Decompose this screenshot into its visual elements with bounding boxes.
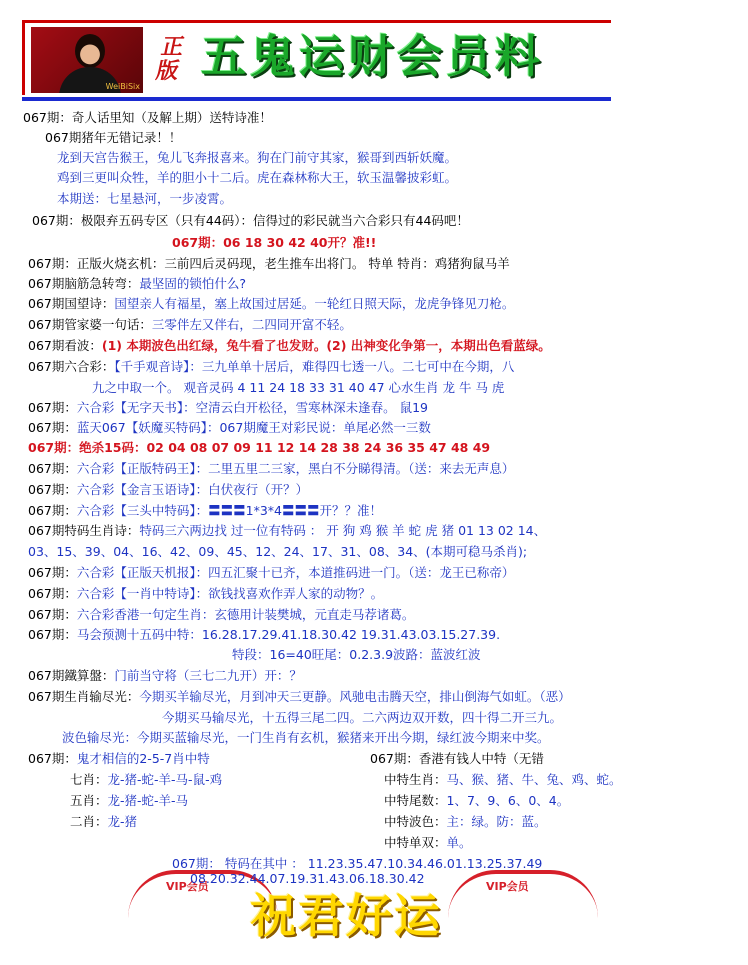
footer-code-line: 067期： 特码在其中 ： 11.23.35.47.10.34.46.01.13.25.37.49	[172, 856, 543, 871]
text-line: 龙到天宫告猴王，兔儿飞奔报喜来。狗在门前守其家，猴哥到西斩妖魔。	[57, 150, 458, 165]
genuine-badge: 正版	[153, 34, 187, 84]
left-block-row: 二肖：龙-猪	[70, 814, 138, 829]
right-block-row: 中特单双：单。	[384, 835, 472, 850]
text-line: 今期买马输尽光，十五得三尾二四。二六两边双开数，四十得二开三九。	[162, 710, 563, 725]
vip-stamp-right: VIP会员	[448, 870, 598, 918]
text-line: 067期：六合彩【三头中特码】：〓〓〓1*3*4〓〓〓开？？准！	[28, 503, 382, 518]
text-line: 067期：六合彩香港一句定生肖：玄德用计装樊城，元直走马荐诸葛。	[28, 607, 415, 622]
photo-watermark: WeiBiSix	[105, 82, 140, 91]
text-line: 067期特码生肖诗：特码三六两边找 过一位有特码 ： 开 狗 鸡 猴 羊 蛇 虎 猪 01 13 02 14、	[28, 523, 547, 538]
text-line: 067期鐵算盤：门前当守将（三七二九开）开：？	[28, 668, 302, 683]
text-line: 067期：六合彩【一肖中特诗】：欲钱找喜欢作弄人家的动物？。	[28, 586, 384, 601]
text-line: 波色输尽光：今期买蓝输尽光，一门生肖有玄机，猴猪来开出今期，绿红波今期来中奖。	[62, 730, 550, 745]
text-line: 067期：06 18 30 42 40开？准!!	[172, 235, 377, 250]
text-line: 特段：16=40旺尾：0.2.3.9波路：蓝波红波	[232, 647, 481, 662]
text-line: 鸡到三更叫众牲，羊的胆小十二后。虎在森林称大王，软玉温馨披彩虹。	[57, 170, 458, 185]
text-line: 067期脑筋急转弯：最坚固的锁怕什么?	[28, 276, 246, 291]
header-banner	[22, 20, 611, 95]
text-line: 067期：六合彩【正版特码王】：二里五里二三家，黑白不分睇得清。（送：来去无声息）	[28, 461, 515, 476]
text-line: 067期管家婆一句话：三零伴左又伴右，二四同开富不轻。	[28, 317, 352, 332]
text-line: 067期六合彩：【千手观音诗】：三九单单十居后，难得四七透一八。二七可中在今期，八	[28, 359, 515, 374]
text-line: 本期送：七星悬河，一步凌霄。	[57, 191, 233, 206]
text-line: 067期：六合彩【正版天机报】：四五汇聚十已齐，本道推码进一门。（送：龙王已称帝）	[28, 565, 515, 580]
right-block-row: 中特波色：主：绿。防：蓝。	[384, 814, 547, 829]
right-block-row: 中特生肖：马、猴、猪、牛、兔、鸡、蛇。	[384, 772, 622, 787]
text-line: 067期猪年无错记录！！	[45, 130, 182, 145]
text-line: 067期生肖输尽光：今期买羊输尽光，月到冲天三更静。风驰电击腾天空，排山倒海气如虹。（恶）	[28, 689, 571, 704]
text-line: 067期：六合彩【无字天书】：空清云白开松径，雪寒林深未逢春。 鼠19	[28, 400, 428, 415]
text-line: 03、15、39、04、16、42、09、45、12、24、17、31、08、34、(本期可稳马杀肖);	[28, 544, 528, 559]
footer-code-line-2: 08.20.32.44.07.19.31.43.06.18.30.42	[190, 871, 425, 886]
text-line: 067期：蓝天067【妖魔买特码】：067期魔王对彩民说：单尾必然一三数	[28, 420, 431, 435]
text-line: 067期：正版火烧玄机：三前四后灵码现，老生推车出将门。 特单 特肖：鸡猪狗鼠马羊	[28, 256, 510, 271]
portrait-photo	[31, 27, 143, 93]
left-block-row: 五肖：龙-猪-蛇-羊-马	[70, 793, 189, 808]
page-title: 五鬼运财会员料	[201, 30, 545, 83]
text-line: 067期：奇人话里知（及解上期）送特诗准！	[23, 110, 272, 125]
right-block-heading: 067期：香港有钱人中特（无错	[370, 751, 544, 766]
text-line: 九之中取一个。 观音灵码 4 11 24 18 33 31 40 47 心水生肖 龙 牛 马 虎	[92, 380, 505, 395]
vip-stamp-left: VIP会员	[128, 870, 278, 918]
right-block-row: 中特尾数：1、7、9、6、0、4。	[384, 793, 570, 808]
left-block-row: 七肖：龙-猪-蛇-羊-马-鼠-鸡	[70, 772, 223, 787]
text-line: 067期：极限弃五码专区（只有44码）：信得过的彩民就当六合彩只有44码吧！	[32, 213, 469, 228]
text-line: 067期：马会预测十五码中特：16.28.17.29.41.18.30.42 19.31.43.03.15.27.39.	[28, 627, 501, 642]
text-line: 067期国望诗：国望亲人有福星，塞上故国过居延。一轮红日照天际，龙虎争锋见刀枪。	[28, 296, 515, 311]
text-line: 067期：六合彩【金言玉语诗】：白伏夜行（开？）	[28, 482, 309, 497]
text-line: 067期：绝杀15码：02 04 08 07 09 11 12 14 28 38 24 36 35 47 48 49	[28, 440, 491, 455]
good-luck-blessing: 祝君好运	[250, 889, 442, 943]
text-line: 067期看波：(1) 本期波色出红绿，兔牛看了也发财。(2) 出神变化争第一，本期出色看蓝绿。	[28, 338, 551, 353]
left-block-heading: 067期：鬼才相信的2-5-7肖中特	[28, 751, 210, 766]
